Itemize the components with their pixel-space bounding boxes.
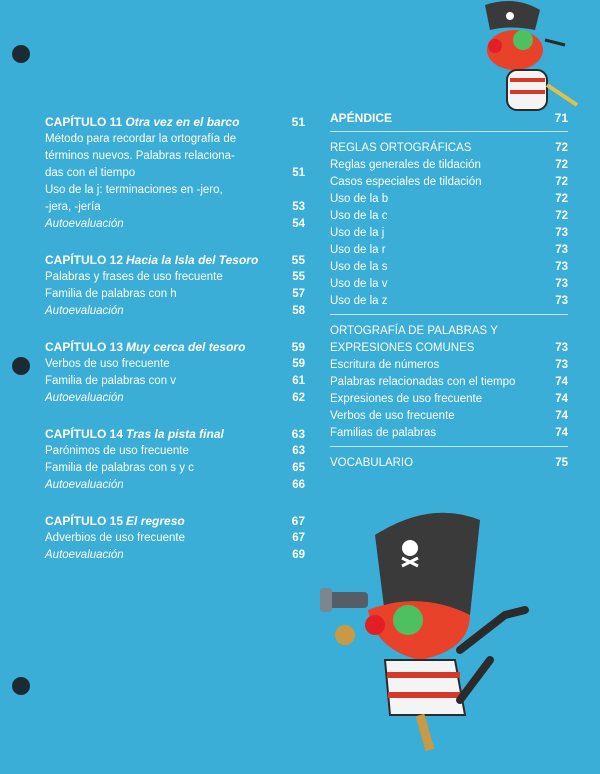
toc-entry[interactable]: [45, 199, 305, 216]
toc-entry[interactable]: [45, 165, 305, 182]
entry-text: Escritura de números: [330, 359, 440, 371]
chapter-page: 55: [291, 253, 305, 267]
entry-page: 59: [292, 358, 305, 370]
entry-page: 55: [292, 271, 305, 283]
section-page: 72: [555, 142, 568, 154]
divider: [330, 131, 568, 132]
chapter-12: [45, 252, 305, 320]
section-label: ORTOGRAFÍA DE PALABRAS Y: [330, 325, 498, 337]
chapter-14: [45, 426, 305, 494]
entry-page: 73: [555, 359, 568, 371]
divider: [330, 314, 568, 315]
entry-text: Parónimos de uso frecuente: [45, 445, 189, 457]
toc-entry[interactable]: [45, 148, 305, 165]
entry-text: Palabras relacionadas con el tiempo: [330, 376, 516, 388]
entry-page: 73: [555, 278, 568, 290]
section-label: EXPRESIONES COMUNES: [330, 342, 475, 354]
toc-entry[interactable]: [45, 373, 305, 390]
chapter-heading[interactable]: [45, 252, 305, 269]
entry-page: 54: [292, 218, 305, 230]
entry-page: 61: [292, 375, 305, 387]
entry-text: Verbos de uso frecuente: [330, 410, 455, 422]
toc-entry[interactable]: [330, 259, 568, 276]
chapter-page: 51: [291, 115, 305, 129]
toc-entry[interactable]: [45, 286, 305, 303]
toc-entry[interactable]: [330, 425, 568, 442]
entry-page: 65: [292, 462, 305, 474]
toc-entry[interactable]: [330, 408, 568, 425]
entry-page: 72: [555, 159, 568, 171]
entry-page: 69: [292, 549, 305, 561]
pirate-telescope-illustration: [320, 500, 560, 760]
chapter-page: 59: [291, 340, 305, 354]
entry-page: 74: [555, 410, 568, 422]
entry-text: Autoevaluación: [45, 549, 124, 561]
toc-left-column: [45, 107, 305, 564]
entry-text: das con el tiempo: [45, 167, 136, 179]
entry-text: Autoevaluación: [45, 218, 124, 230]
entry-text: Familia de palabras con s y c: [45, 462, 194, 474]
pirate-hat-icon: [375, 513, 480, 615]
entry-text: Uso de la r: [330, 244, 386, 256]
entry-page: 53: [292, 201, 305, 213]
entry-text: -jera, -jería: [45, 201, 101, 213]
entry-text: Adverbios de uso frecuente: [45, 532, 186, 544]
toc-entry[interactable]: [330, 174, 568, 191]
telescope-icon: [328, 592, 368, 608]
section-label: VOCABULARIO: [330, 457, 414, 469]
chapter-number: CAPÍTULO 15: [45, 514, 124, 528]
chapter-heading[interactable]: [45, 339, 305, 356]
entry-page: 72: [555, 176, 568, 188]
chapter-title: Hacia la Isla del Tesoro: [126, 253, 259, 267]
divider: [330, 446, 568, 447]
entry-text: Uso de la c: [330, 210, 388, 222]
entry-page: 66: [292, 479, 305, 491]
entry-text: Verbos de uso frecuente: [45, 358, 170, 370]
entry-text: términos nuevos. Palabras relaciona-: [45, 150, 235, 162]
chapter-title: El regreso: [126, 514, 185, 528]
entry-page: 73: [555, 227, 568, 239]
toc-entry[interactable]: [45, 131, 305, 148]
toc-entry[interactable]: [330, 208, 568, 225]
entry-page: 72: [555, 210, 568, 222]
entry-text: Método para recordar la ortografía de: [45, 133, 237, 145]
entry-page: 73: [555, 244, 568, 256]
entry-page: 63: [292, 445, 305, 457]
chapter-number: CAPÍTULO 12: [45, 253, 124, 267]
section-label: REGLAS ORTOGRÁFICAS: [330, 142, 472, 154]
entry-text: Autoevaluación: [45, 479, 124, 491]
chapter-page: 63: [291, 427, 305, 441]
toc-entry[interactable]: [330, 191, 568, 208]
toc-right-column: [330, 110, 568, 472]
entry-text: Uso de la j: terminaciones en -jero,: [45, 184, 223, 196]
entry-text: Autoevaluación: [45, 305, 124, 317]
toc-entry[interactable]: [45, 356, 305, 373]
entry-text: Familia de palabras con v: [45, 375, 177, 387]
entry-page: 58: [292, 305, 305, 317]
entry-page: 73: [555, 295, 568, 307]
appendix-page: 71: [554, 111, 568, 125]
toc-entry[interactable]: [330, 225, 568, 242]
binder-hole: [12, 45, 30, 63]
entry-text: Uso de la v: [330, 278, 388, 290]
entry-text: Familias de palabras: [330, 427, 437, 439]
toc-entry[interactable]: [330, 157, 568, 174]
entry-page: 67: [292, 532, 305, 544]
entry-text: Familia de palabras con h: [45, 288, 177, 300]
chapter-title: Tras la pista final: [126, 427, 224, 441]
entry-page: 73: [555, 261, 568, 273]
toc-entry[interactable]: [45, 390, 305, 407]
toc-entry[interactable]: [330, 276, 568, 293]
entry-page: 62: [292, 392, 305, 404]
chapter-13: [45, 339, 305, 407]
entry-text: Autoevaluación: [45, 392, 124, 404]
binder-hole: [12, 357, 30, 375]
entry-page: 74: [555, 427, 568, 439]
chapter-title: Muy cerca del tesoro: [126, 340, 246, 354]
chapter-heading[interactable]: [45, 114, 305, 131]
toc-entry[interactable]: [330, 293, 568, 310]
toc-entry[interactable]: [45, 477, 305, 494]
entry-page: 57: [292, 288, 305, 300]
chapter-11: [45, 114, 305, 233]
chapter-15: [45, 513, 305, 564]
toc-entry[interactable]: [45, 460, 305, 477]
chapter-heading[interactable]: [45, 426, 305, 443]
entry-text: Palabras y frases de uso frecuente: [45, 271, 223, 283]
ortografia-heading-line1[interactable]: [330, 323, 568, 340]
entry-text: Reglas generales de tildación: [330, 159, 481, 171]
chapter-page: 67: [291, 514, 305, 528]
toc-entry[interactable]: [45, 547, 305, 564]
toc-entry[interactable]: [330, 374, 568, 391]
ortografia-heading-line2[interactable]: [330, 340, 568, 357]
entry-text: Casos especiales de tildación: [330, 176, 482, 188]
toc-entry[interactable]: [45, 443, 305, 460]
entry-page: 74: [555, 376, 568, 388]
chapter-number: CAPÍTULO 13: [45, 340, 124, 354]
section-page: 75: [555, 457, 568, 469]
reglas-heading[interactable]: [330, 140, 568, 157]
entry-text: Uso de la z: [330, 295, 388, 307]
toc-entry[interactable]: [330, 357, 568, 374]
appendix-label: APÉNDICE: [330, 111, 393, 125]
vocabulario-heading[interactable]: [330, 455, 568, 472]
toc-entry[interactable]: [45, 530, 305, 547]
toc-entry[interactable]: [45, 269, 305, 286]
chapter-number: CAPÍTULO 14: [45, 427, 124, 441]
entry-text: Uso de la b: [330, 193, 389, 205]
toc-entry[interactable]: [45, 303, 305, 320]
chapter-number: CAPÍTULO 11: [45, 115, 123, 129]
pirate-parrot-illustration: [455, 0, 595, 130]
entry-text: Uso de la s: [330, 261, 388, 273]
entry-page: 74: [555, 393, 568, 405]
entry-text: Expresiones de uso frecuente: [330, 393, 483, 405]
entry-page: 51: [292, 167, 305, 179]
toc-entry[interactable]: [330, 391, 568, 408]
toc-entry[interactable]: [330, 242, 568, 259]
binder-hole: [12, 677, 30, 695]
toc-entry[interactable]: [45, 216, 305, 233]
section-page: 73: [555, 342, 568, 354]
chapter-title: Otra vez en el barco: [125, 115, 240, 129]
entry-page: 72: [555, 193, 568, 205]
chapter-heading[interactable]: [45, 513, 305, 530]
toc-entry[interactable]: [45, 182, 305, 199]
entry-text: Uso de la j: [330, 227, 385, 239]
